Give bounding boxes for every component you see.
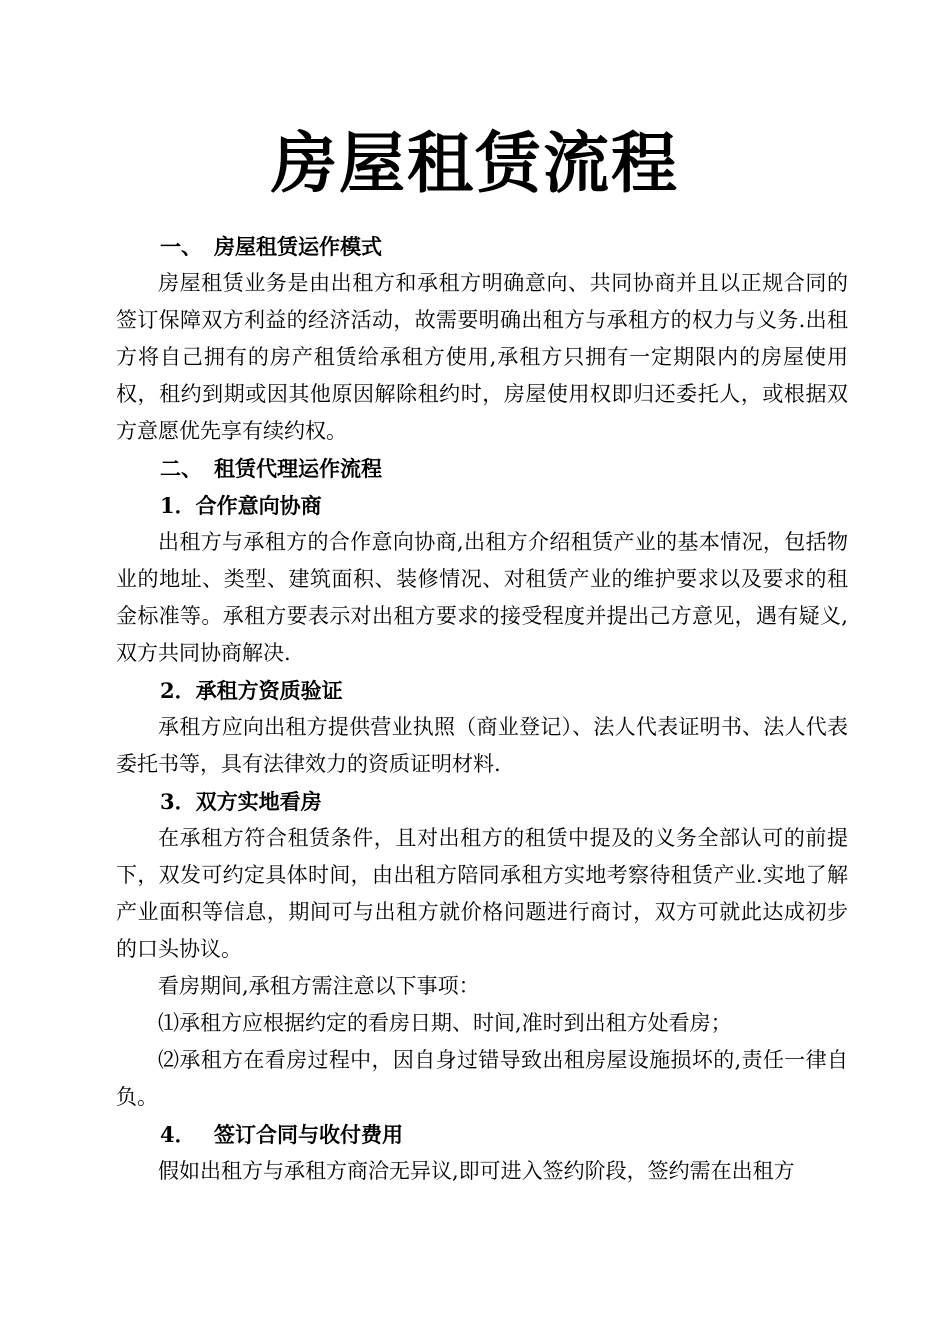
section-heading-1 (116, 228, 848, 265)
paragraph: 假如出租方与承租方商洽无异议,即可进入签约阶段，签约需在出租方 (158, 1159, 795, 1183)
subsection-heading-2: 2．承租方资质验证 (160, 678, 343, 703)
paragraph: 承租方应向出租方提供营业执照（商业登记）、法人代表证明书、法人代表委托书等，具有法律效力的资质证明材料. (116, 715, 848, 776)
subsection-title: 签订合同与收付费用 (214, 1122, 403, 1147)
subsection-heading-3: 3．双方实地看房 (160, 789, 322, 814)
section-heading-2 (116, 450, 848, 487)
subsection-number: 4． (160, 1122, 196, 1147)
section-number: 二、 (160, 456, 202, 481)
paragraph-note: 看房期间,承租方需注意以下事项： (158, 974, 480, 998)
list-item: ⑵承租方在看房过程中，因自身过错导致出租房屋设施损坏的,责任一律自负。 (116, 1048, 848, 1109)
paragraph: 出租方与承租方的合作意向协商,出租方介绍租赁产业的基本情况，包括物业的地址、类型、建筑面积、装修情况、对租赁产业的维护要求以及要求的租金标准等。承租方要表示对出租方要求的接受程度并提出己方意见，遇有疑义,双方共同协商解决. (116, 530, 848, 665)
subsection-heading-4 (116, 1116, 848, 1153)
paragraph: 在承租方符合租赁条件，且对出租方的租赁中提及的义务全部认可的前提下，双发可约定具体时间，由出租方陪同承租方实地考察待租赁产业.实地了解产业面积等信息，期间可与出租方就价格问题进行商讨，双方可就此达成初步的口头协议。 (116, 826, 848, 961)
document-title: 房屋租赁流程 (271, 124, 679, 202)
section-number: 一、 (160, 234, 202, 259)
section-title: 房屋租赁运作模式 (214, 234, 382, 259)
paragraph: 房屋租赁业务是由出租方和承租方明确意向、共同协商并且以正规合同的签订保障双方利益的经济活动，故需要明确出租方与承租方的权力与义务.出租方将自己拥有的房产租赁给承租方使用,承租方只拥有一定期限内的房屋使用权，租约到期或因其他原因解除租约时，房屋使用权即归还委托人，或根据双方意愿优先享有续约权。 (116, 271, 848, 443)
section-title: 租赁代理运作流程 (214, 456, 382, 481)
document-body (116, 228, 848, 1190)
list-item: ⑴承租方应根据约定的看房日期、时间,准时到出租方处看房； (158, 1011, 732, 1035)
subsection-heading-1: 1．合作意向协商 (160, 493, 322, 518)
